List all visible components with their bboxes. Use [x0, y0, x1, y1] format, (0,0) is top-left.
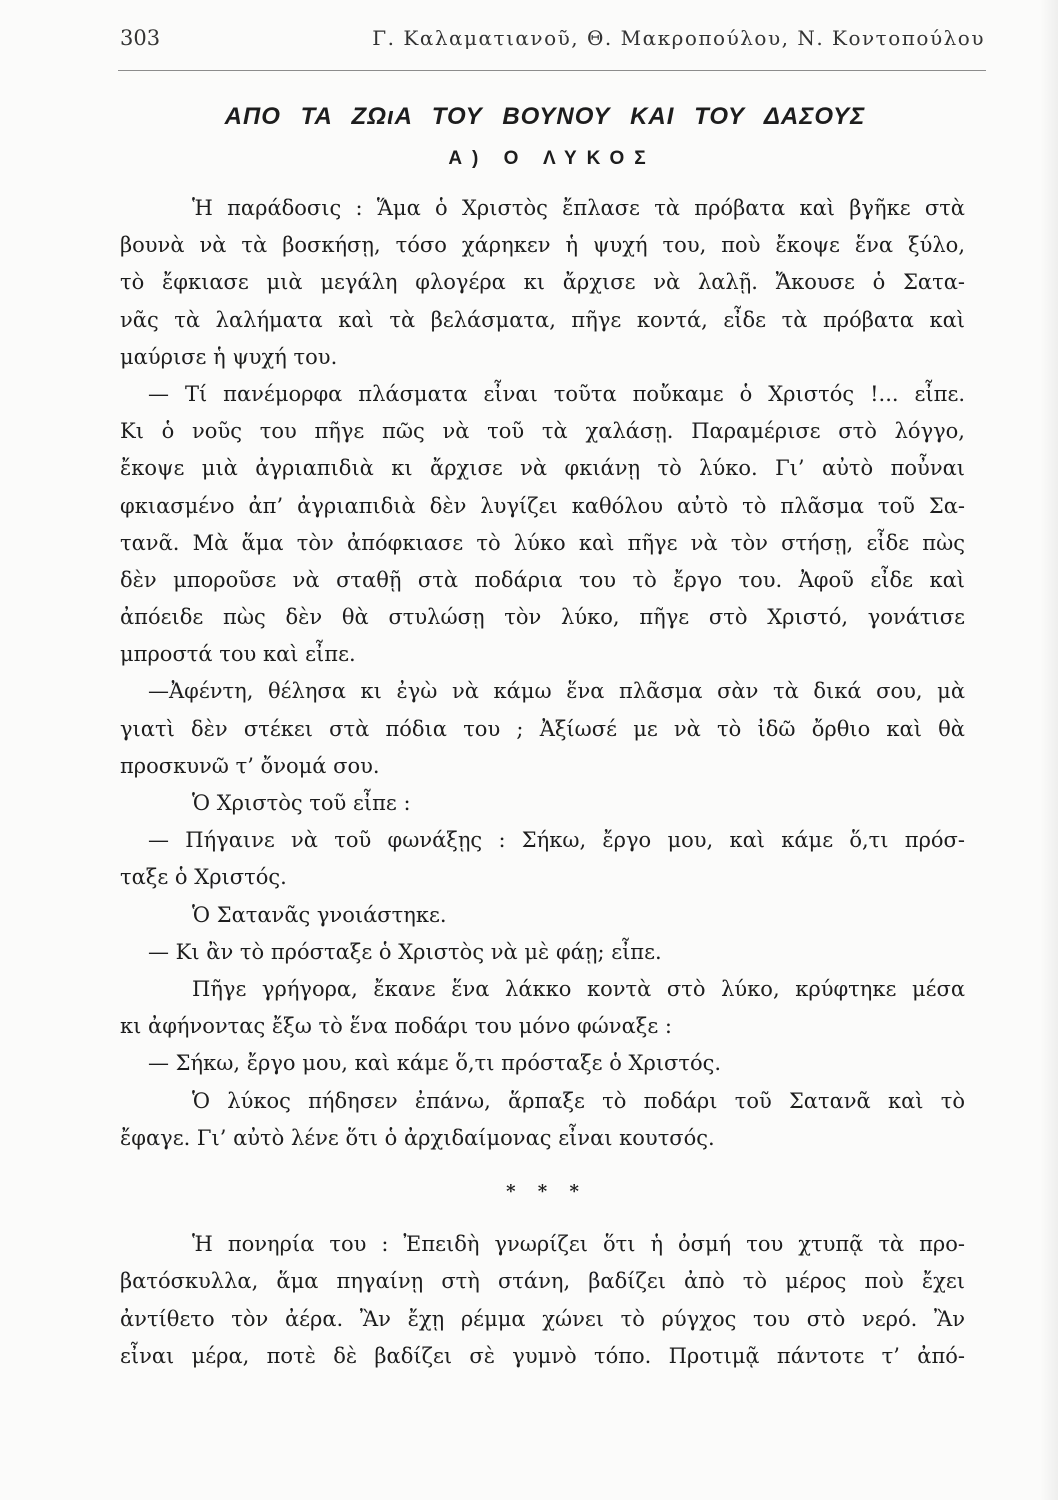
paragraph	[120, 822, 965, 896]
text-line: — Πήγαινε νὰ τοῦ φωνάξῃς : Σήκω, ἔργο μου, καὶ κάμε ὅ,τι πρόσ-	[148, 828, 965, 853]
running-head	[120, 26, 985, 56]
paragraph	[120, 1226, 965, 1375]
text-line: Ὁ Σατανᾶς γνοιάστηκε.	[192, 902, 447, 927]
page-number: 303	[120, 26, 161, 50]
paragraph	[120, 190, 965, 376]
paragraph	[120, 376, 965, 674]
paragraph	[120, 673, 965, 785]
text-line: βατόσκυλλα, ἅμα πηγαίνῃ στὴ στάνη, βαδίζει ἀπὸ τὸ μέρος ποὺ ἔχει	[120, 1269, 965, 1294]
text-line: τὸ ἔφκιασε μιὰ μεγάλη φλογέρα κι ἄρχισε νὰ λαλῇ. Ἄκουσε ὁ Σατα-	[120, 270, 965, 295]
header-rule	[118, 70, 986, 71]
text-line: ἔφαγε. Γι’ αὐτὸ λένε ὅτι ὁ ἀρχιδαίμονας εἶναι κουτσός.	[120, 1125, 715, 1150]
text-line: Ἡ παράδοσις : Ἅμα ὁ Χριστὸς ἔπλασε τὰ πρόβατα καὶ βγῆκε στὰ	[192, 196, 965, 220]
text-line: μπροστά του καὶ εἶπε.	[120, 642, 356, 667]
text-line: — Σήκω, ἔργο μου, καὶ κάμε ὅ,τι πρόσταξε ὁ Χριστός.	[148, 1051, 722, 1076]
text-line: βουνὰ νὰ τὰ βοσκήσῃ, τόσο χάρηκεν ἡ ψυχή του, ποὺ ἔκοψε ἕνα ξύλο,	[120, 233, 965, 258]
text-line: ταξε ὁ Χριστός.	[120, 865, 287, 890]
text-line: εἶναι μέρα, ποτὲ δὲ βαδίζει σὲ γυμνὸ τόπο. Προτιμᾷ πάντοτε τ’ ἀπό-	[120, 1343, 965, 1368]
paragraph	[120, 934, 965, 971]
text-line: ἀντίθετο τὸν ἀέρα. Ἂν ἔχῃ ρέμμα χώνει τὸ ρύγχος του στὸ νερό. Ἂν	[120, 1306, 965, 1331]
running-head-authors: Γ. Καλαματιανοῦ, Θ. Μακροπούλου, Ν. Κοντοπούλου	[372, 26, 985, 50]
paragraph	[120, 1083, 965, 1157]
text-line: ἀπόειδε πὼς δὲν θὰ στυλώσῃ τὸν λύκο, πῆγε στὸ Χριστό, γονάτισε	[120, 605, 965, 630]
text-line: Ὁ λύκος πήδησεν ἐπάνω, ἅρπαξε τὸ ποδάρι τοῦ Σατανᾶ καὶ τὸ	[192, 1088, 965, 1113]
text-line: γιατὶ δὲν στέκει στὰ πόδια του ; Ἀξίωσέ με νὰ τὸ ἰδῶ ὄρθιο καὶ θὰ	[120, 716, 965, 741]
paragraph	[120, 971, 965, 1045]
section-cunning	[120, 1226, 965, 1375]
section-separator: * * *	[506, 1180, 587, 1202]
text-line: τανᾶ. Μὰ ἅμα τὸν ἀπόφκιασε τὸ λύκο καὶ πῆγε νὰ τὸν στήσῃ, εἶδε πὼς	[120, 530, 965, 555]
text-line: Κι ὁ νοῦς του πῆγε πῶς νὰ τοῦ τὰ χαλάσῃ. Παραμέρισε στὸ λόγγο,	[120, 419, 965, 444]
text-line: φκιασμένο ἀπ’ ἀγριαπιδιὰ δὲν λυγίζει καθόλου αὐτὸ τὸ πλᾶσμα τοῦ Σα-	[120, 493, 965, 518]
text-line: — Κι ἂν τὸ πρόσταξε ὁ Χριστὸς νὰ μὲ φάῃ; εἶπε.	[148, 939, 662, 964]
paragraph	[120, 1045, 965, 1082]
text-line: Ὁ Χριστὸς τοῦ εἶπε :	[192, 791, 411, 815]
text-line: ἔκοψε μιὰ ἀγριαπιδιὰ κι ἄρχισε νὰ φκιάνῃ τὸ λύκο. Γι’ αὐτὸ ποὖναι	[120, 456, 965, 481]
text-line: — Τί πανέμορφα πλάσματα εἶναι τοῦτα ποὔκαμε ὁ Χριστός !... εἶπε.	[148, 381, 965, 406]
section-tale	[120, 190, 965, 1157]
text-line: δὲν μποροῦσε νὰ σταθῇ στὰ ποδάρια του τὸ ἔργο του. Ἀφοῦ εἶδε καὶ	[120, 567, 965, 592]
text-line: —Ἀφέντη, θέλησα κι ἐγὼ νὰ κάμω ἕνα πλᾶσμα σὰν τὰ δικά σου, μὰ	[148, 679, 965, 704]
paragraph	[120, 785, 965, 822]
text-line: Ἡ πονηρία του : Ἐπειδὴ γνωρίζει ὅτι ἡ ὀσμή του χτυπᾷ τὰ προ-	[192, 1232, 965, 1257]
chapter-title: ΑΠΟ ΤΑ ΖΩιΑ ΤΟΥ ΒΟΥΝΟΥ ΚΑΙ ΤΟΥ ΔΑΣΟΥΣ	[224, 103, 866, 130]
section-heading: Α) Ο ΛΥΚΟΣ	[448, 148, 656, 169]
text-line: κι ἀφήνοντας ἔξω τὸ ἕνα ποδάρι του μόνο φώναξε :	[120, 1014, 672, 1039]
body-text	[120, 190, 965, 1375]
paragraph	[120, 897, 965, 934]
text-line: Πῆγε γρήγορα, ἔκανε ἕνα λάκκο κοντὰ στὸ λύκο, κρύφτηκε μέσα	[192, 976, 965, 1001]
text-line: νᾶς τὰ λαλήματα καὶ τὰ βελάσματα, πῆγε κοντά, εἶδε τὰ πρόβατα καὶ	[120, 307, 965, 332]
text-line: προσκυνῶ τ’ ὄνομά σου.	[120, 753, 380, 778]
text-line: μαύρισε ἡ ψυχή του.	[120, 344, 338, 369]
